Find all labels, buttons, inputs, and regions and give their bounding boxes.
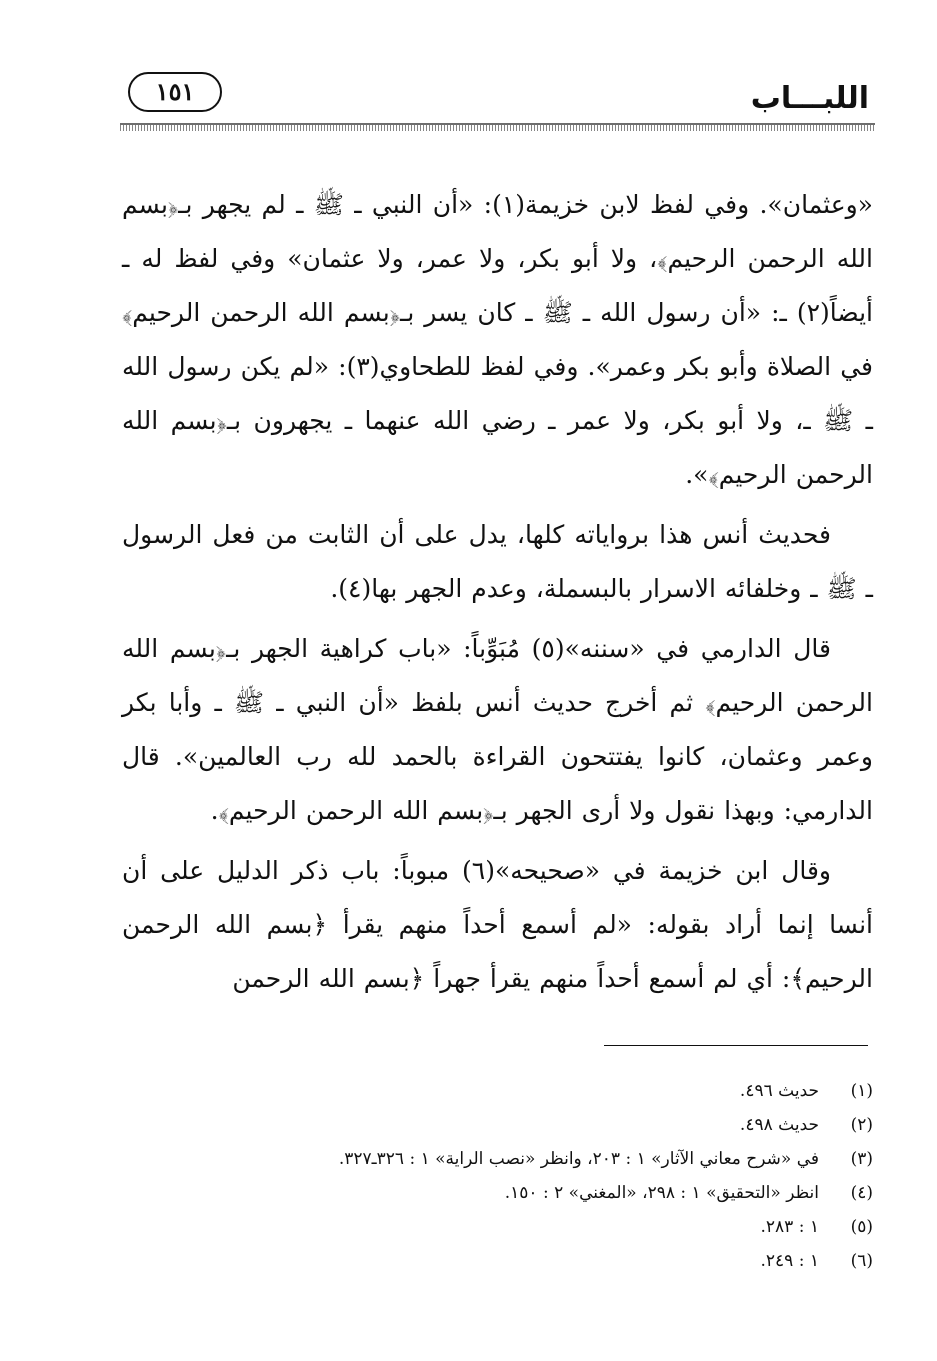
page-header xyxy=(120,64,875,122)
footnote-number: (٤) xyxy=(850,1183,873,1203)
footnote-2 xyxy=(240,1108,873,1142)
paragraph-3: قال الدارمي في «سننه»(٥) مُبَوِّباً: «باب كراهية الجهر بـ﴿بسم الله الرحمن الرحيم﴾ ثم أخرج حديث أنس بلفظ «أن النبي ـ ﷺ ـ وأبا بكر وعمر وعثمان، كانوا يفتتحون القراءة بالحمد لله رب العالمين». قال الدارمي: وبهذا نقول ولا أرى الجهر بـ﴿بسم الله الرحمن الرحيم﴾. xyxy=(122,634,873,825)
footnote-number: (٥) xyxy=(850,1217,873,1237)
footnote-text: ١ : ٢٤٩. xyxy=(760,1251,819,1271)
footnotes xyxy=(240,1074,873,1278)
book-title: اللبـــاب xyxy=(750,81,869,116)
page-number: ١٥١ xyxy=(155,77,195,106)
footnote-text: حديث ٤٩٦. xyxy=(739,1081,819,1101)
footnote-5 xyxy=(240,1210,873,1244)
paragraph-2: فحديث أنس هذا برواياته كلها، يدل على أن الثابت من فعل الرسول ـ ﷺ ـ وخلفائه الاسرار بالبسملة، وعدم الجهر بها(٤). xyxy=(122,520,873,603)
footnote-text: حديث ٤٩٨. xyxy=(739,1115,819,1135)
footnote-text: انظر «التحقيق» ١ : ٢٩٨، «المغني» ٢ : ١٥٠. xyxy=(504,1183,819,1203)
header-decorative-rule xyxy=(120,123,875,131)
footnote-4 xyxy=(240,1176,873,1210)
footnote-number: (٢) xyxy=(850,1115,873,1135)
footnote-6 xyxy=(240,1244,873,1278)
paragraph-4: وقال ابن خزيمة في «صحيحه»(٦) مبوباً: باب ذكر الدليل على أن أنسا إنما أراد بقوله: «لم أسمع أحداً منهم يقرأ ﴿بسم الله الرحمن الرحيم﴾: أي لم أسمع أحداً منهم يقرأ جهراً ﴿بسم الله الرحمن xyxy=(122,856,873,993)
footnote-text: ١ : ٢٨٣. xyxy=(760,1217,819,1237)
footnote-separator xyxy=(604,1045,868,1046)
paragraph-1: «وعثمان». وفي لفظ لابن خزيمة(١): «أن النبي ـ ﷺ ـ لم يجهر بـ﴿بسم الله الرحمن الرحيم﴾، ولا أبو بكر، ولا عمر، ولا عثمان» وفي لفظ له ـ أيضاً(٢) ـ: «أن رسول الله ـ ﷺ ـ كان يسر بـ﴿بسم الله الرحمن الرحيم﴾ في الصلاة وأبو بكر وعمر». وفي لفظ للطحاوي(٣): «لم يكن رسول الله ـ ﷺ ـ، ولا أبو بكر، ولا عمر ـ رضي الله عنهما ـ يجهرون بـ﴿بسم الله الرحمن الرحيم﴾». xyxy=(122,190,873,489)
footnote-1 xyxy=(240,1074,873,1108)
footnote-number: (٦) xyxy=(850,1251,873,1271)
footnote-3 xyxy=(240,1142,873,1176)
main-text xyxy=(122,178,873,1012)
footnote-text: في «شرح معاني الآثار» ١ : ٢٠٣، وانظر «نصب الراية» ١ : ٣٢٦ـ٣٢٧. xyxy=(338,1149,819,1169)
footnote-number: (١) xyxy=(850,1081,873,1101)
footnote-number: (٣) xyxy=(850,1149,873,1169)
page-number-badge xyxy=(128,72,222,112)
